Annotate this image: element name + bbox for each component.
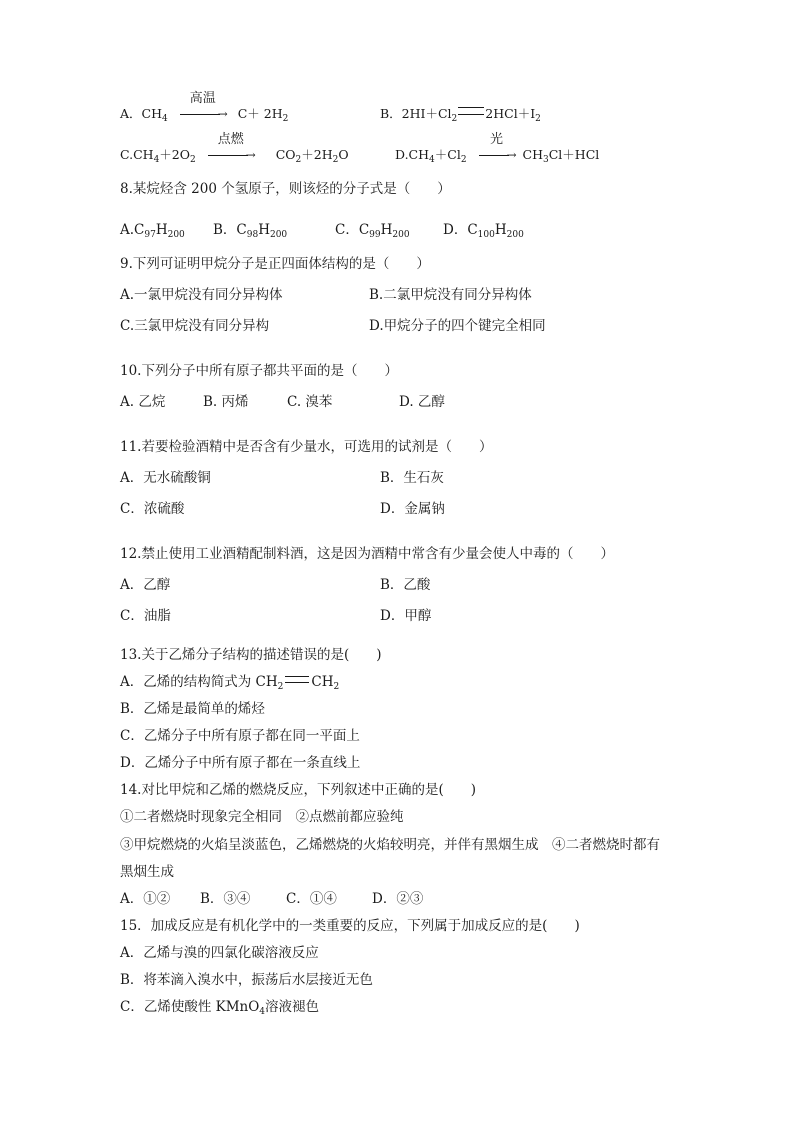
q11-option-b: B．生石灰 (380, 470, 444, 486)
q9-option-c: C.三氯甲烷没有同分异构 (120, 318, 270, 334)
q14-option-d: D．②③ (372, 891, 424, 907)
q10-option-a: A. 乙烷 (120, 394, 166, 410)
q14-statement-1-2: ①二者燃烧时现象完全相同 ②点燃前都应验纯 (120, 809, 404, 825)
q8-option-a: $A.C_{97}H_{200}$ (120, 222, 185, 240)
q14-option-a: A．①② (120, 891, 171, 907)
q12-stem: 12.禁止使用工业酒精配制料酒，这是因为酒精中常含有少量会使人中毒的（ ） (120, 546, 614, 562)
q12-option-d: D．甲醇 (380, 608, 432, 624)
q13-option-c: C．乙烯分子中所有原子都在同一平面上 (120, 728, 360, 744)
q10-option-d: D. 乙醇 (399, 394, 445, 410)
q7-option-d: $D.CH_4+Cl_2$ 光 → $CH_3Cl+HCl$ (395, 132, 600, 165)
q8-stem: 8.某烷烃含 200 个氢原子，则该烃的分子式是（ ） (120, 181, 451, 197)
q10-option-b: B. 丙烯 (203, 394, 249, 410)
q15-option-a: A．乙烯与溴的四氯化碳溶液反应 (120, 945, 319, 961)
double-bond (285, 676, 309, 683)
q12-option-c: C．油脂 (120, 608, 171, 624)
q13-stem: 13.关于乙烯分子结构的描述错误的是( ) (120, 647, 382, 663)
q15-option-b: B．将苯滴入溴水中，振荡后水层接近无色 (120, 972, 373, 988)
q9-option-a: A.一氯甲烷没有同分异构体 (120, 287, 283, 303)
q14-option-b: B．③④ (200, 891, 251, 907)
q7-option-b: B．$2HI+Cl_2$ $2HCl+I_2$ (380, 106, 541, 124)
q14-stem: 14.对比甲烷和乙烯的燃烧反应，下列叙述中正确的是( ) (120, 782, 477, 798)
q12-option-b: B．乙酸 (380, 577, 431, 593)
q13-option-a: A．乙烯的结构简式为 $CH_2$ $CH_2$ (120, 674, 340, 692)
q10-stem: 10.下列分子中所有原子都共平面的是（ ） (120, 363, 398, 379)
q13-option-d: D．乙烯分子中所有原子都在一条直线上 (120, 755, 361, 771)
q15-option-c: C．乙烯使酸性 KMnO$_4$溶液褪色 (120, 999, 320, 1017)
q7-option-c: $C.CH_4+2O_2$ 点燃 → $CO_2+2H_2O$ (120, 132, 349, 165)
equals-sign (458, 107, 484, 115)
q10-option-c: C. 溴苯 (287, 394, 333, 410)
q7-option-a: A．$CH_4$ 高温 → $C+ 2H_2$ (120, 91, 289, 124)
q13-option-b: B．乙烯是最简单的烯烃 (120, 701, 265, 717)
q8-option-d: D．$C_{100}H_{200}$ (443, 222, 524, 240)
q9-stem: 9.下列可证明甲烷分子是正四面体结构的是（ ） (120, 256, 430, 272)
reaction-arrow: 高温 → (178, 105, 228, 123)
q11-option-d: D．金属钠 (380, 501, 445, 517)
q9-option-d: D.甲烷分子的四个键完全相同 (369, 318, 546, 334)
q14-option-c: C．①④ (286, 891, 337, 907)
q15-stem: 15．加成反应是有机化学中的一类重要的反应，下列属于加成反应的是( ) (120, 918, 580, 934)
q11-stem: 11.若要检验酒精中是否含有少量水，可选用的试剂是（ ） (120, 439, 493, 455)
reaction-arrow: 点燃 → (206, 146, 256, 164)
q8-option-b: B．$C_{98}H_{200}$ (213, 222, 288, 240)
q11-option-c: C．浓硫酸 (120, 501, 185, 517)
q8-option-c: C．$C_{99}H_{200}$ (335, 222, 410, 240)
q14-statement-3-4: ③甲烷燃烧的火焰呈淡蓝色，乙烯燃烧的火焰较明亮，并伴有黑烟生成 ④二者燃烧时都有 (120, 837, 660, 853)
q12-option-a: A．乙醇 (120, 577, 171, 593)
q9-option-b: B.二氯甲烷没有同分异构体 (369, 287, 532, 303)
reaction-arrow: 光 → (477, 146, 517, 164)
q11-option-a: A．无水硫酸铜 (120, 470, 211, 486)
q14-statement-4-cont: 黑烟生成 (120, 864, 174, 880)
